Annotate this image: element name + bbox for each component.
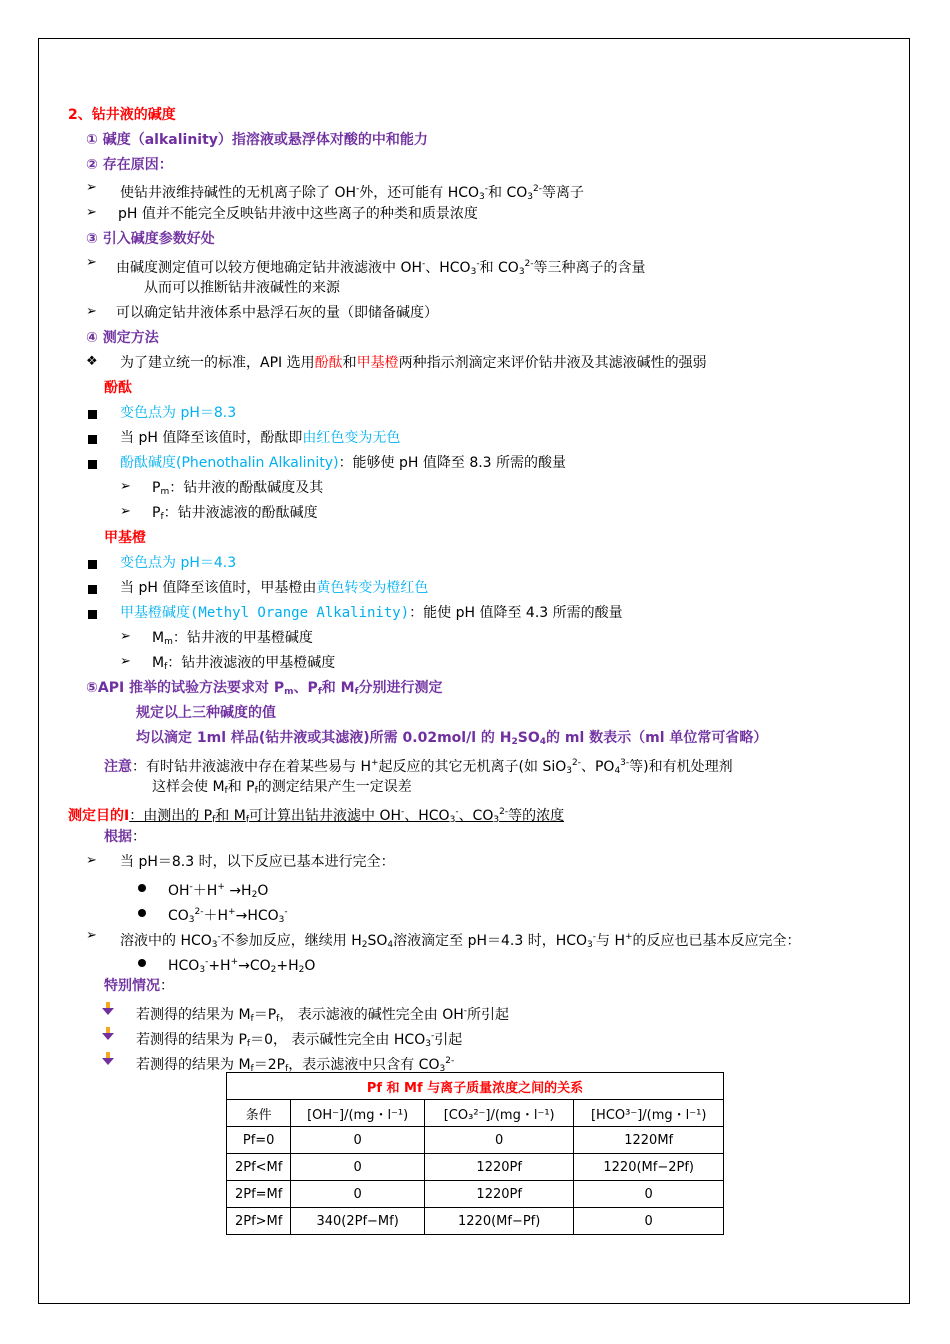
phenolphthalein-title: 酚酞 bbox=[104, 380, 132, 396]
diamond-bullet-icon: ❖ bbox=[86, 354, 98, 369]
case-2: 若测得的结果为 $P_f=0$， 表示碱性完全由 $HCO_3^-$引起 bbox=[136, 1031, 463, 1049]
reason-2: pH 值并不能完全反映钻井液中这些离子的种类和质景浓度 bbox=[118, 206, 478, 222]
reaction-3: $HCO_3^-+H^+\to CO_2+H_2O$ bbox=[168, 957, 316, 975]
table-cell: 0 bbox=[574, 1208, 724, 1235]
note-continued: 这样会使 $M_f$和 $P_f$的测定结果产生一定误差 bbox=[152, 779, 412, 796]
table-row bbox=[227, 1127, 724, 1154]
section-heading: 2、钻井液的碱度 bbox=[68, 107, 176, 123]
table-cell: 1220(Mf−Pf) bbox=[424, 1208, 573, 1235]
arrow-bullet-icon: ➢ bbox=[120, 629, 131, 644]
square-bullet-icon bbox=[88, 558, 97, 573]
dot-bullet-icon bbox=[138, 906, 146, 921]
phenol-change: 当 pH 值降至该值时，酚酞即由红色变为无色 bbox=[120, 430, 401, 446]
relation-table bbox=[226, 1072, 724, 1235]
phenol-alkalinity: 酚酞碱度(Phenothalin Alkalinity)：能够使 pH 值降至 8.3 所需的酸量 bbox=[120, 455, 567, 471]
table-header: [CO₃²⁻]/(mg・l⁻¹) bbox=[424, 1100, 573, 1127]
square-bullet-icon bbox=[88, 408, 97, 423]
table-cell: 0 bbox=[574, 1181, 724, 1208]
reason-1: 使钻井液维持碱性的无机离子除了 OH-外，还可能有 $HCO_3^-$和 $CO_3^{2-}$等离子 bbox=[120, 184, 584, 202]
down-arrow-icon bbox=[102, 1052, 114, 1070]
arrow-bullet-icon: ➢ bbox=[86, 928, 97, 943]
table-cell: 0 bbox=[424, 1127, 573, 1154]
phenol-pf: $P_f$：钻井液滤液的酚酞碱度 bbox=[152, 505, 318, 522]
square-bullet-icon bbox=[88, 433, 97, 448]
arrow-bullet-icon: ➢ bbox=[120, 479, 131, 494]
table-header: [OH⁻]/(mg・l⁻¹) bbox=[291, 1100, 425, 1127]
table-row bbox=[227, 1208, 724, 1235]
item-4-method: ④ 测定方法 bbox=[86, 330, 159, 346]
table-header: 条件 bbox=[227, 1100, 291, 1127]
benefit-1: 由碱度测定值可以较方便地确定钻井液滤液中 OH-、$HCO_3^-$和 $CO_3^{2-}$等三种离子的含量 bbox=[116, 259, 646, 277]
arrow-bullet-icon: ➢ bbox=[120, 654, 131, 669]
reaction-1: $OH^-+H^+ \to H_2O$ bbox=[168, 882, 269, 900]
reaction-2: $CO_3^{2-}+H^+\to HCO_3^-$ bbox=[168, 907, 288, 925]
table-cell: 1220Mf bbox=[574, 1127, 724, 1154]
methyl-mm: $M_m$：钻井液的甲基橙碱度 bbox=[152, 630, 313, 647]
square-bullet-icon bbox=[88, 608, 97, 623]
table-cell: 2Pf>Mf bbox=[227, 1208, 291, 1235]
table-header-row bbox=[227, 1100, 724, 1127]
item-2-reasons: ② 存在原因： bbox=[86, 157, 173, 173]
square-bullet-icon bbox=[88, 583, 97, 598]
table-cell: 1220Pf bbox=[424, 1154, 573, 1181]
square-bullet-icon bbox=[88, 458, 97, 473]
table-cell: Pf=0 bbox=[227, 1127, 291, 1154]
methyl-change: 当 pH 值降至该值时，甲基橙由黄色转变为橙红色 bbox=[120, 580, 429, 596]
item-3-benefits: ③ 引入碱度参数好处 bbox=[86, 231, 215, 247]
arrow-bullet-icon: ➢ bbox=[86, 304, 97, 319]
item-5-line-3: 均以滴定 1ml 样品(钻井液或其滤液)所需 0.02mol/l 的 $H_2SO_4$的 ml 数表示（ml 单位常可省略） bbox=[136, 730, 768, 747]
methyl-alkalinity: 甲基橙碱度(Methyl Orange Alkalinity)：能使 pH 值降至 4.3 所需的酸量 bbox=[120, 605, 623, 621]
benefit-2: 可以确定钻井液体系中悬浮石灰的量（即储备碱度） bbox=[116, 305, 438, 321]
table-header: [HCO³⁻]/(mg・l⁻¹) bbox=[574, 1100, 724, 1127]
note: 注意：有时钻井液滤液中存在着某些易与 H+起反应的其它无机离子(如 SiO$_3^{2-}$、$PO_4^{3-}$等)和有机处理剂 bbox=[104, 758, 733, 776]
table-caption: Pf 和 Mf 与离子质量浓度之间的关系 bbox=[227, 1073, 724, 1100]
methyl-orange-title: 甲基橙 bbox=[104, 530, 146, 546]
table-row bbox=[227, 1154, 724, 1181]
basis-1: 当 pH＝8.3 时，以下反应已基本进行完全： bbox=[120, 854, 395, 870]
method-description: 为了建立统一的标准，API 选用酚酞和甲基橙两种指示剂滴定来评价钻井液及其滤液碱性的强弱 bbox=[120, 355, 707, 371]
down-arrow-icon bbox=[102, 1002, 114, 1020]
benefit-1-continued: 从而可以推断钻井液碱性的来源 bbox=[144, 280, 340, 296]
down-arrow-icon bbox=[102, 1027, 114, 1045]
item-5-line-2: 规定以上三种碱度的值 bbox=[136, 705, 276, 721]
arrow-bullet-icon: ➢ bbox=[86, 205, 97, 220]
arrow-bullet-icon: ➢ bbox=[86, 853, 97, 868]
arrow-bullet-icon: ➢ bbox=[86, 180, 97, 195]
special-label: 特别情况： bbox=[104, 978, 174, 994]
case-1: 若测得的结果为 $M_f=P_f$， 表示滤液的碱性完全由 OH-所引起 bbox=[136, 1006, 510, 1024]
purpose: 测定目的Ⅰ：由测出的 $P_f$和 $M_f$可计算出钻井液滤中 OH-、$HCO_3^-$、$CO_3^{2-}$等的浓度 bbox=[68, 807, 565, 825]
table-row bbox=[227, 1181, 724, 1208]
table-cell: 340(2Pf−Mf) bbox=[291, 1208, 425, 1235]
basis-label: 根据： bbox=[104, 829, 146, 845]
table-cell: 2Pf=Mf bbox=[227, 1181, 291, 1208]
table-cell: 1220(Mf−2Pf) bbox=[574, 1154, 724, 1181]
table-cell: 0 bbox=[291, 1154, 425, 1181]
item-5-api: ⑤API 推举的试验方法要求对 $P_m$、$P_f$和 $M_f$分别进行测定 bbox=[86, 680, 443, 697]
methyl-mf: $M_f$：钻井液滤液的甲基橙碱度 bbox=[152, 655, 336, 672]
item-1-definition: ① 碱度（alkalinity）指溶液或悬浮体对酸的中和能力 bbox=[86, 132, 428, 148]
phenol-pm: $P_m$：钻井液的酚酞碱度及其 bbox=[152, 480, 324, 497]
table-cell: 0 bbox=[291, 1127, 425, 1154]
methyl-point: 变色点为 pH＝4.3 bbox=[120, 555, 237, 571]
dot-bullet-icon bbox=[138, 881, 146, 896]
phenol-point: 变色点为 pH＝8.3 bbox=[120, 405, 237, 421]
basis-2: 溶液中的 $HCO_3^-$不参加反应，继续用 $H_2SO_4$溶液滴定至 pH＝4.3 时，$HCO_3^-$与 H+的反应也已基本反应完全： bbox=[120, 932, 801, 950]
arrow-bullet-icon: ➢ bbox=[86, 255, 97, 270]
table-cell: 0 bbox=[291, 1181, 425, 1208]
table-cell: 2Pf<Mf bbox=[227, 1154, 291, 1181]
dot-bullet-icon bbox=[138, 956, 146, 971]
case-3: 若测得的结果为 $M_f=2P_f$，表示滤液中只含有 $CO_3^{2-}$ bbox=[136, 1056, 455, 1074]
arrow-bullet-icon: ➢ bbox=[120, 504, 131, 519]
table-cell: 1220Pf bbox=[424, 1181, 573, 1208]
